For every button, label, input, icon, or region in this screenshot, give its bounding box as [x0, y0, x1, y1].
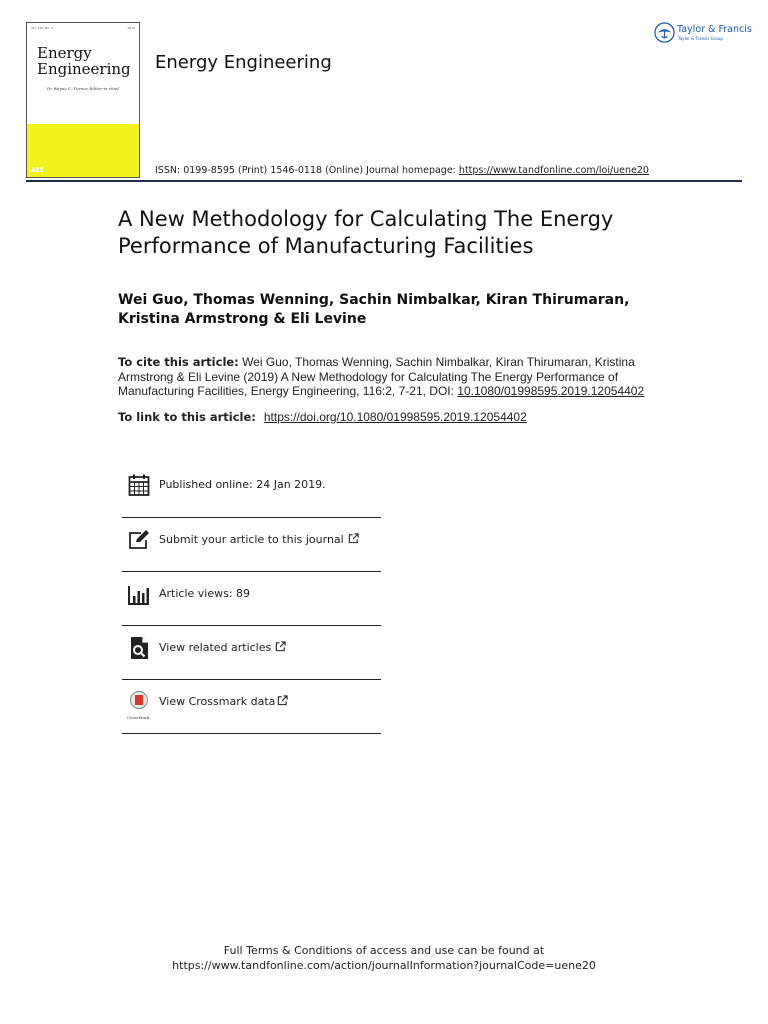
crossmark-logo-label: CrossMark [127, 715, 150, 720]
external-link-icon [348, 533, 359, 544]
article-title: A New Methodology for Calculating The Energy Performance of Manufacturing Facilities [118, 207, 614, 258]
published-online-row [122, 463, 381, 518]
cover-top-line [31, 26, 135, 32]
related-articles-row[interactable] [122, 626, 381, 680]
issn-text: ISSN: 0199-8595 (Print) 1546-0118 (Online) Journal homepage: [155, 165, 459, 176]
article-views-row [122, 572, 381, 626]
article-link-label: To link to this article: [118, 410, 260, 424]
article-link-block [118, 410, 678, 424]
cover-title-line2: Engineering [37, 60, 131, 78]
edit-icon [127, 528, 151, 552]
crossmark-icon [127, 690, 151, 714]
submit-article-row[interactable] [122, 518, 381, 572]
terms-line-1: Full Terms & Conditions of access and use can be found at [223, 944, 545, 957]
taylor-francis-logo-icon [654, 22, 675, 43]
citation-label: To cite this article: [118, 355, 239, 369]
cover-title [37, 45, 131, 77]
related-articles-link[interactable] [159, 641, 286, 654]
external-link-icon [275, 641, 286, 652]
crossmark-link[interactable] [159, 695, 288, 708]
external-link-icon [277, 695, 288, 706]
issn-line [155, 165, 649, 176]
journal-name: Energy Engineering [155, 52, 332, 73]
terms-footer [0, 943, 768, 973]
bar-chart-icon [127, 582, 151, 606]
submit-article-link[interactable] [159, 533, 359, 546]
citation-text: Wei Guo, Thomas Wenning, Sachin Nimbalkar, Kiran Thirumaran, Kristina Armstrong & Eli Levine (2019) A New Methodology for Calculating The Energy Performance of Manufacturing Facilities, Energy Engineering, 116:2, 7-21, DOI: [118, 355, 635, 398]
article-views-text: Article views: 89 [159, 587, 251, 600]
cover-year: 2019 [127, 26, 135, 30]
article-meta-list [122, 463, 381, 734]
cover-editor: Dr Wayne C. Turner, Editor-in-chief [47, 86, 119, 91]
cover-title-line1: Energy [37, 44, 92, 62]
publisher-group: Taylor & Francis Group [678, 36, 723, 41]
article-doi-url[interactable]: https://doi.org/10.1080/01998595.2019.12054402 [263, 410, 527, 424]
citation-block [118, 355, 678, 399]
journal-homepage-link[interactable]: https://www.tandfonline.com/loi/uene20 [458, 165, 649, 176]
published-online-text: Published online: 24 Jan 2019. [159, 478, 326, 491]
crossmark-text: View Crossmark data [159, 695, 276, 708]
publisher-name: Taylor & Francis [677, 24, 752, 35]
cover-logo: AEE [31, 167, 44, 174]
submit-article-text: Submit your article to this journal [159, 533, 344, 546]
header-rule [26, 180, 742, 182]
terms-url[interactable]: https://www.tandfonline.com/action/journalInformation?journalCode=uene20 [172, 959, 596, 972]
document-search-icon [127, 636, 151, 660]
calendar-icon [127, 473, 151, 497]
cover-volume: Vol. 116, No. 2 [31, 26, 53, 30]
crossmark-row[interactable] [122, 680, 381, 734]
citation-doi-link[interactable]: 10.1080/01998595.2019.12054402 [457, 384, 645, 398]
article-authors: Wei Guo, Thomas Wenning, Sachin Nimbalkar, Kiran Thirumaran, Kristina Armstrong & Eli Levine [118, 292, 630, 327]
journal-cover-image [26, 22, 140, 178]
related-articles-text: View related articles [159, 641, 272, 654]
